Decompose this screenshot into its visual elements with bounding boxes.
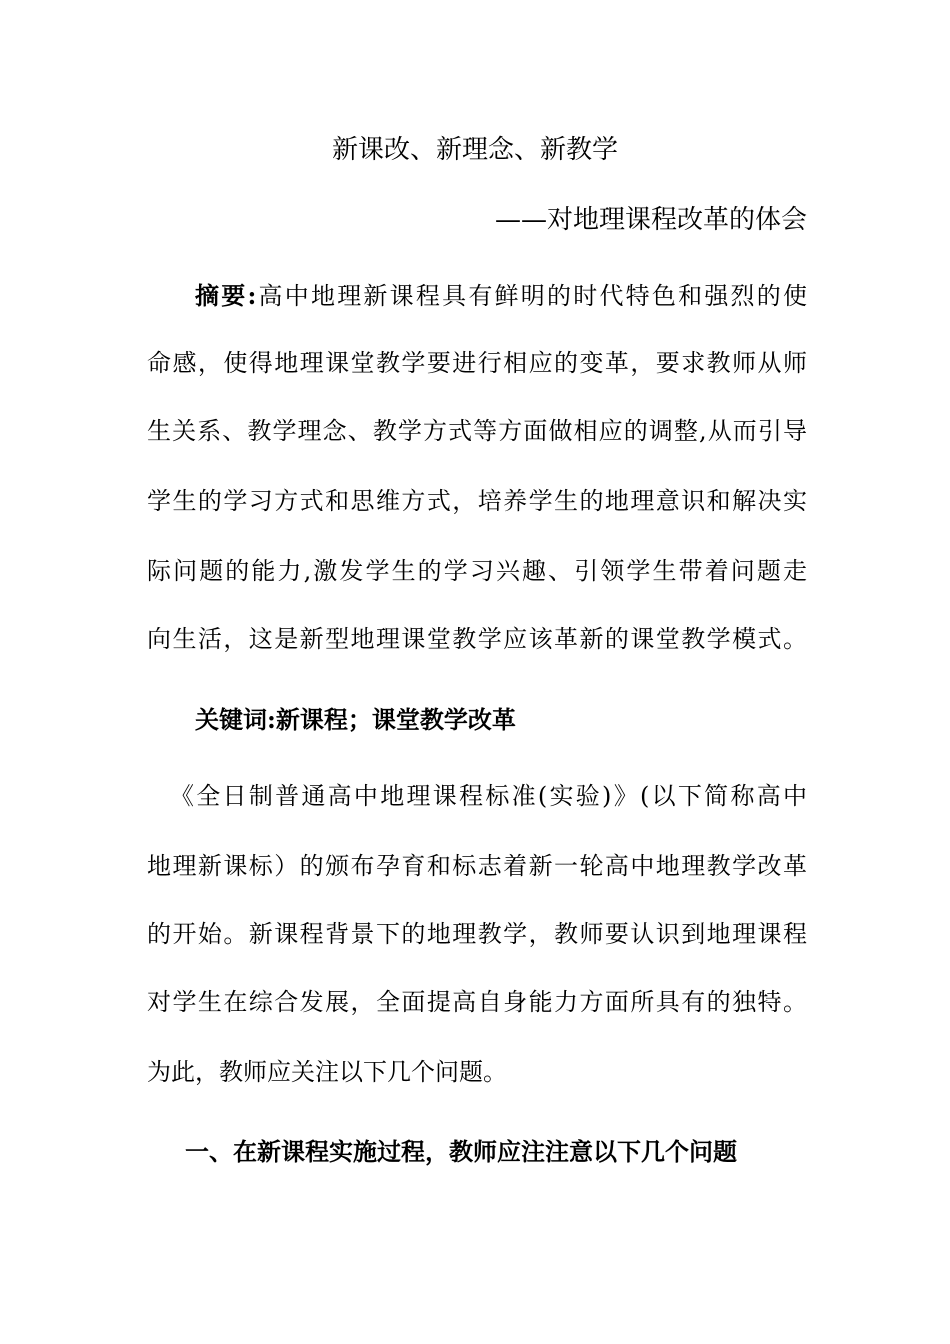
body-line-5: 为此，教师应关注以下几个问题。 — [147, 1058, 507, 1086]
body-line-2: 地理新课标）的颁布孕育和标志着新一轮高中地理教学改革 — [147, 852, 807, 880]
abstract-line-3: 生关系、教学理念、教学方式等方面做相应的调整,从而引导 — [147, 417, 807, 445]
keywords — [195, 700, 807, 740]
abstract-text: 高中地理新课程具有鲜明的时代特色和强烈的使 — [256, 282, 807, 310]
body-line-4: 对学生在综合发展，全面提高自身能力方面所具有的独特。 — [147, 988, 807, 1016]
document-subtitle: ——对地理课程改革的体会 — [494, 205, 807, 235]
body-line-1: 《全日制普通高中地理课程标准(实验)》(以下简称高中 — [170, 782, 807, 810]
abstract-line-5: 际问题的能力,激发学生的学习兴趣、引领学生带着问题走 — [147, 557, 807, 585]
abstract-label: 摘要: — [195, 281, 257, 310]
body-line-3: 的开始。新课程背景下的地理教学，教师要认识到地理课程 — [147, 920, 807, 948]
abstract-line-1 — [195, 276, 807, 316]
abstract-line-4: 学生的学习方式和思维方式，培养学生的地理意识和解决实 — [147, 487, 807, 515]
keywords-value: 新课程；课堂教学改革 — [275, 705, 516, 734]
abstract-line-2: 命感，使得地理课堂教学要进行相应的变革，要求教师从师 — [147, 349, 807, 377]
abstract-line-6: 向生活，这是新型地理课堂教学应该革新的课堂教学模式。 — [147, 625, 807, 653]
section-heading: 一、在新课程实施过程，教师应注注意以下几个问题 — [185, 1137, 737, 1166]
keywords-label: 关键词: — [195, 705, 276, 734]
document-title: 新课改、新理念、新教学 — [331, 135, 618, 165]
